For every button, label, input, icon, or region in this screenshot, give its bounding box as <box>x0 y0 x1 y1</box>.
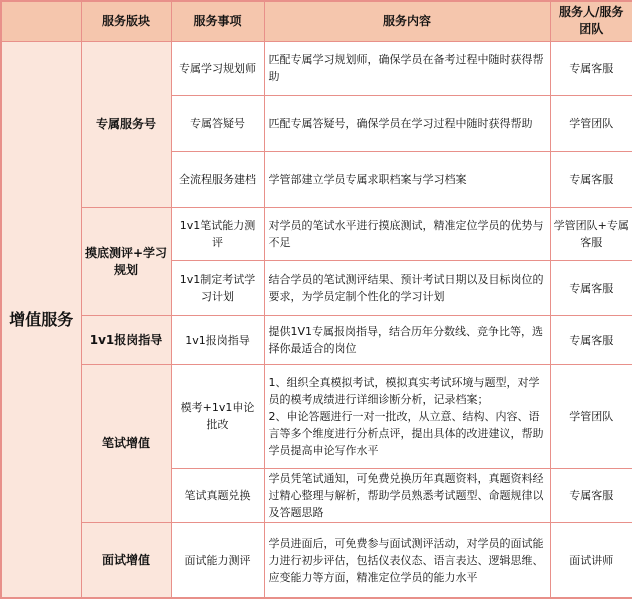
content-cell: 学员进面后，可免费参与面试测评活动，对学员的面试能力进行初步评估，包括仪表仪态、语言表达、逻辑思维、应变能力等方面，精准定位学员的能力水平 <box>264 523 550 598</box>
content-cell: 结合学员的笔试测评结果、预计考试日期以及目标岗位的要求，为学员定制个性化的学习计划 <box>264 260 550 316</box>
item-cell: 专属学习规划师 <box>171 41 264 96</box>
content-cell: 匹配专属学习规划师，确保学员在备考过程中随时获得帮助 <box>264 41 550 96</box>
block-cell: 笔试增值 <box>81 365 171 523</box>
item-cell: 全流程服务建档 <box>171 152 264 208</box>
team-cell: 专属客服 <box>550 260 632 316</box>
team-cell: 学管团队+专属客服 <box>550 207 632 260</box>
table-row <box>1 207 632 260</box>
content-cell: 1、组织全真模拟考试，模拟真实考试环境与题型，对学员的模考成绩进行详细诊断分析，记录档案； 2、申论答题进行一对一批改，从立意、结构、内容、语言等多个维度进行分析点评，提出具体的改进建议，帮助学员提高申论写作水平 <box>264 365 550 468</box>
block-cell: 面试增值 <box>81 523 171 598</box>
content-cell: 匹配专属答疑号，确保学员在学习过程中随时获得帮助 <box>264 96 550 152</box>
content-cell: 对学员的笔试水平进行摸底测试，精准定位学员的优势与不足 <box>264 207 550 260</box>
team-cell: 学管团队 <box>550 96 632 152</box>
header-content: 服务内容 <box>264 1 550 41</box>
team-cell: 专属客服 <box>550 152 632 208</box>
content-cell: 提供1V1专属报岗指导，结合历年分数线、竞争比等，选择你最适合的岗位 <box>264 316 550 365</box>
team-cell: 专属客服 <box>550 316 632 365</box>
table-row <box>1 41 632 96</box>
item-cell: 1v1制定考试学习计划 <box>171 260 264 316</box>
team-cell: 面试讲师 <box>550 523 632 598</box>
block-cell: 专属服务号 <box>81 41 171 207</box>
header-category <box>1 1 81 41</box>
header-team: 服务人/服务团队 <box>550 1 632 41</box>
header-item: 服务事项 <box>171 1 264 41</box>
table-row <box>1 523 632 598</box>
team-cell: 专属客服 <box>550 41 632 96</box>
header-block: 服务版块 <box>81 1 171 41</box>
block-cell: 摸底测评+学习规划 <box>81 207 171 316</box>
item-cell: 1v1报岗指导 <box>171 316 264 365</box>
category-cell: 增值服务 <box>1 41 81 598</box>
team-cell: 专属客服 <box>550 468 632 523</box>
item-cell: 专属答疑号 <box>171 96 264 152</box>
table-row <box>1 316 632 365</box>
item-cell: 笔试真题兑换 <box>171 468 264 523</box>
block-cell: 1v1报岗指导 <box>81 316 171 365</box>
item-cell: 面试能力测评 <box>171 523 264 598</box>
table-row <box>1 365 632 468</box>
content-cell: 学员凭笔试通知，可免费兑换历年真题资料，真题资料经过精心整理与解析，帮助学员熟悉考试题型、命题规律以及答题思路 <box>264 468 550 523</box>
team-cell: 学管团队 <box>550 365 632 468</box>
content-cell: 学管部建立学员专属求职档案与学习档案 <box>264 152 550 208</box>
item-cell: 1v1笔试能力测评 <box>171 207 264 260</box>
header-row <box>1 1 632 41</box>
item-cell: 模考+1v1申论批改 <box>171 365 264 468</box>
